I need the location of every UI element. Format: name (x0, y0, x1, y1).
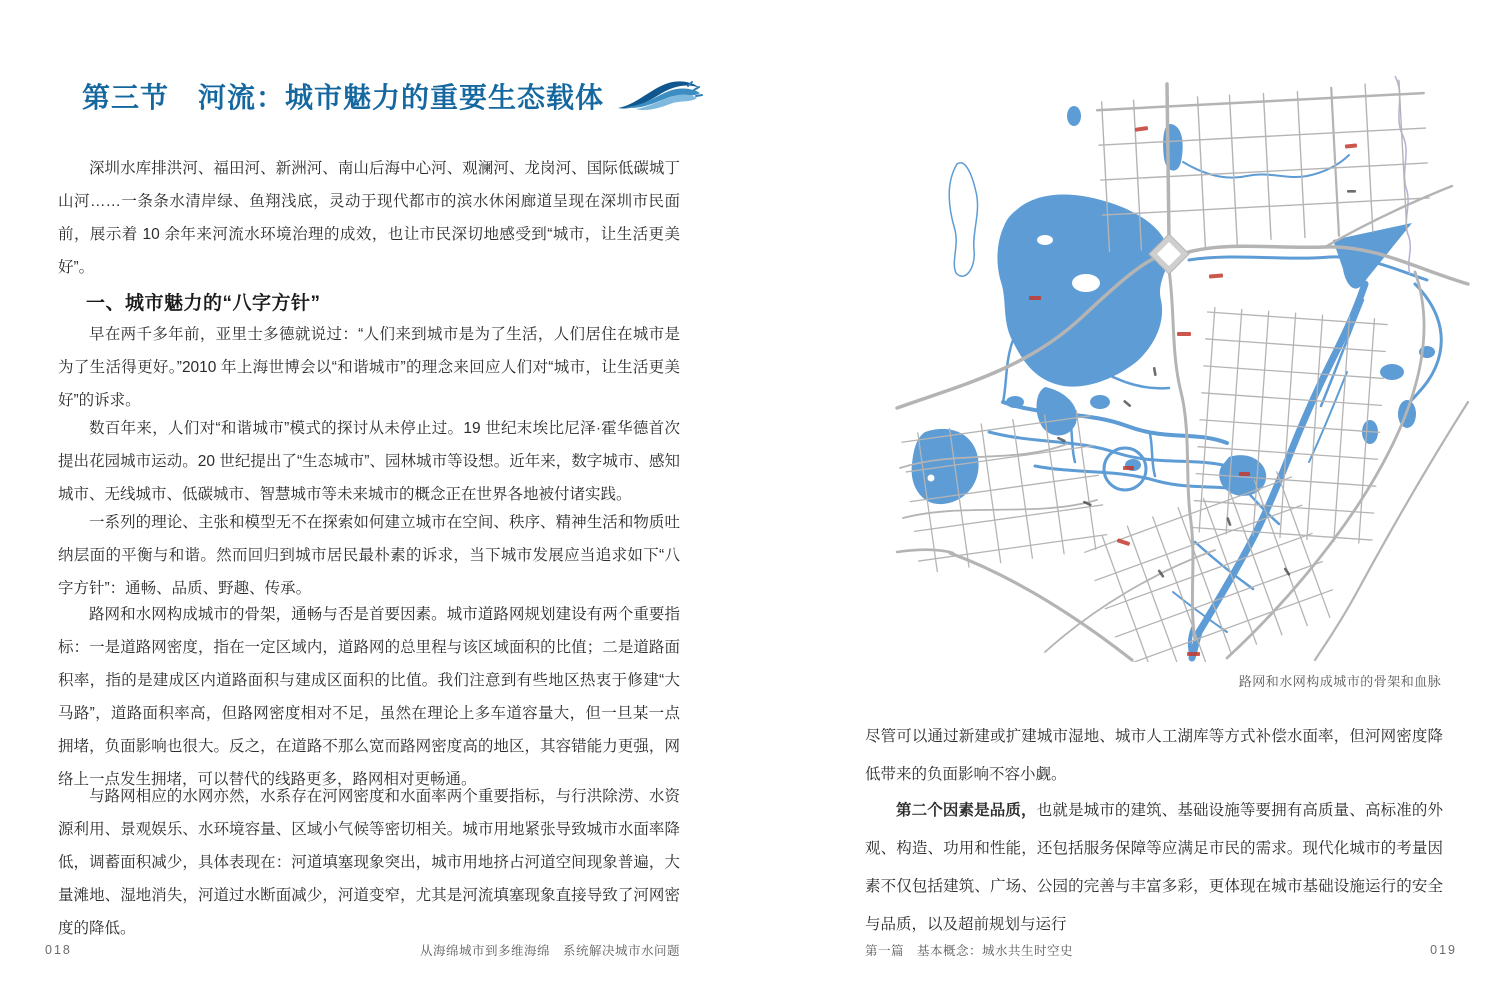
paragraph-eight-principles: 一系列的理论、主张和模型无不在探索如何建立城市在空间、秩序、精神生活和物质吐纳层面的平衡与和谐。然而回归到城市居民最朴素的诉求，当下城市发展应当追求如下“八字方针”：通畅、品质、野趣、传承。 (58, 514, 680, 597)
right-footer (865, 941, 1457, 959)
section-title-text: 第三节 河流：城市魅力的重要生态载体 (82, 82, 605, 113)
figure-caption: 路网和水网构成城市的骨架和血脉 (1238, 674, 1442, 689)
book-running-title: 从海绵城市到多维海绵 系统解决城市水问题 (419, 944, 680, 958)
paragraph-water-compensation: 尽管可以通过新建或扩建城市湿地、城市人工湖库等方式补偿水面率，但河网密度降低带来的负面影响不容小觑。 (865, 728, 1443, 783)
paragraph-city-models: 数百年来，人们对“和谐城市”模式的探讨从未停止过。19 世纪末埃比尼泽·霍华德首次提出花园城市运动。20 世纪提出了“生态城市”、园林城市等设想。近年来，数字城市、感知城市、无线城市、低碳城市、智慧城市等未来城市的概念正在世界各地被付诸实践。 (58, 420, 680, 503)
subheading-eight-principles: 一、城市魅力的“八字方针” (86, 293, 321, 314)
paragraph-quality-factor (865, 792, 1443, 944)
section-title (82, 74, 682, 118)
upland-stream (1395, 76, 1410, 274)
city-plan-map-figure (895, 72, 1470, 662)
chapter-running-title: 第一篇 基本概念：城水共生时空史 (865, 944, 1074, 958)
wave-icon (616, 78, 704, 121)
paragraph-road-network: 路网和水网构成城市的骨架，通畅与否是首要因素。城市道路网规划建设有两个重要指标：一是道路网密度，指在一定区域内，道路网的总里程与该区域面积的比值；二是道路面积率，指的是建成区内道路面积与建成区面积的比值。我们注意到有些地区热衷于修建“大马路”，道路面积率高，但路网密度相对不足，虽然在理论上多车道容量大，但一旦某一点拥堵，负面影响也很大。反之，在道路不那么宽而路网密度高的地区，其容错能力更强，网络上一点发生拥堵，可以替代的线路更多，路网相对更畅通。 (58, 606, 680, 788)
intro-paragraph: 深圳水库排洪河、福田河、新洲河、南山后海中心河、观澜河、龙岗河、国际低碳城丁山河……一条条水清岸绿、鱼翔浅底，灵动于现代都市的滨水休闲廊道呈现在深圳市民面前，展示着 10 余年来河流水环境治理的成效，也让市民深切地感受到“城市，让生活更美好”。 (58, 160, 680, 276)
paragraph-aristotle: 早在两千多年前，亚里士多德就说过：“人们来到城市是为了生活，人们居住在城市是为了生活得更好。”2010 年上海世博会以“和谐城市”的理念来回应人们对“城市，让生活更美好”的诉求。 (58, 326, 680, 409)
city-plan-map (895, 72, 1470, 662)
paragraph-water-network: 与路网相应的水网亦然，水系存在河网密度和水面率两个重要指标，与行洪除涝、水资源利用、景观娱乐、水环境容量、区域小气候等密切相关。城市用地紧张导致城市水面率降低，调蓄面积减少，具体表现在：河道填塞现象突出，城市用地挤占河道空间现象普遍，大量滩地、湿地消失，河道过水断面减少，河道变窄，尤其是河流填塞现象直接导致了河网密度的降低。 (58, 788, 680, 937)
left-page-number: 018 (45, 943, 72, 957)
paragraph-quality-rest: 也就是城市的建筑、基础设施等要拥有高质量、高标准的外观、构造、功用和性能，还包括服务保障等应满足市民的需求。现代化城市的考量因素不仅包括建筑、广场、公园的完善与丰富多彩，更体现在城市基础设施运行的安全与品质，以及超前规划与运行 (865, 802, 1443, 933)
paragraph-lead-bold: 第二个因素是品质， (896, 802, 1037, 819)
right-page-number: 019 (1430, 943, 1457, 957)
left-footer (45, 941, 680, 959)
